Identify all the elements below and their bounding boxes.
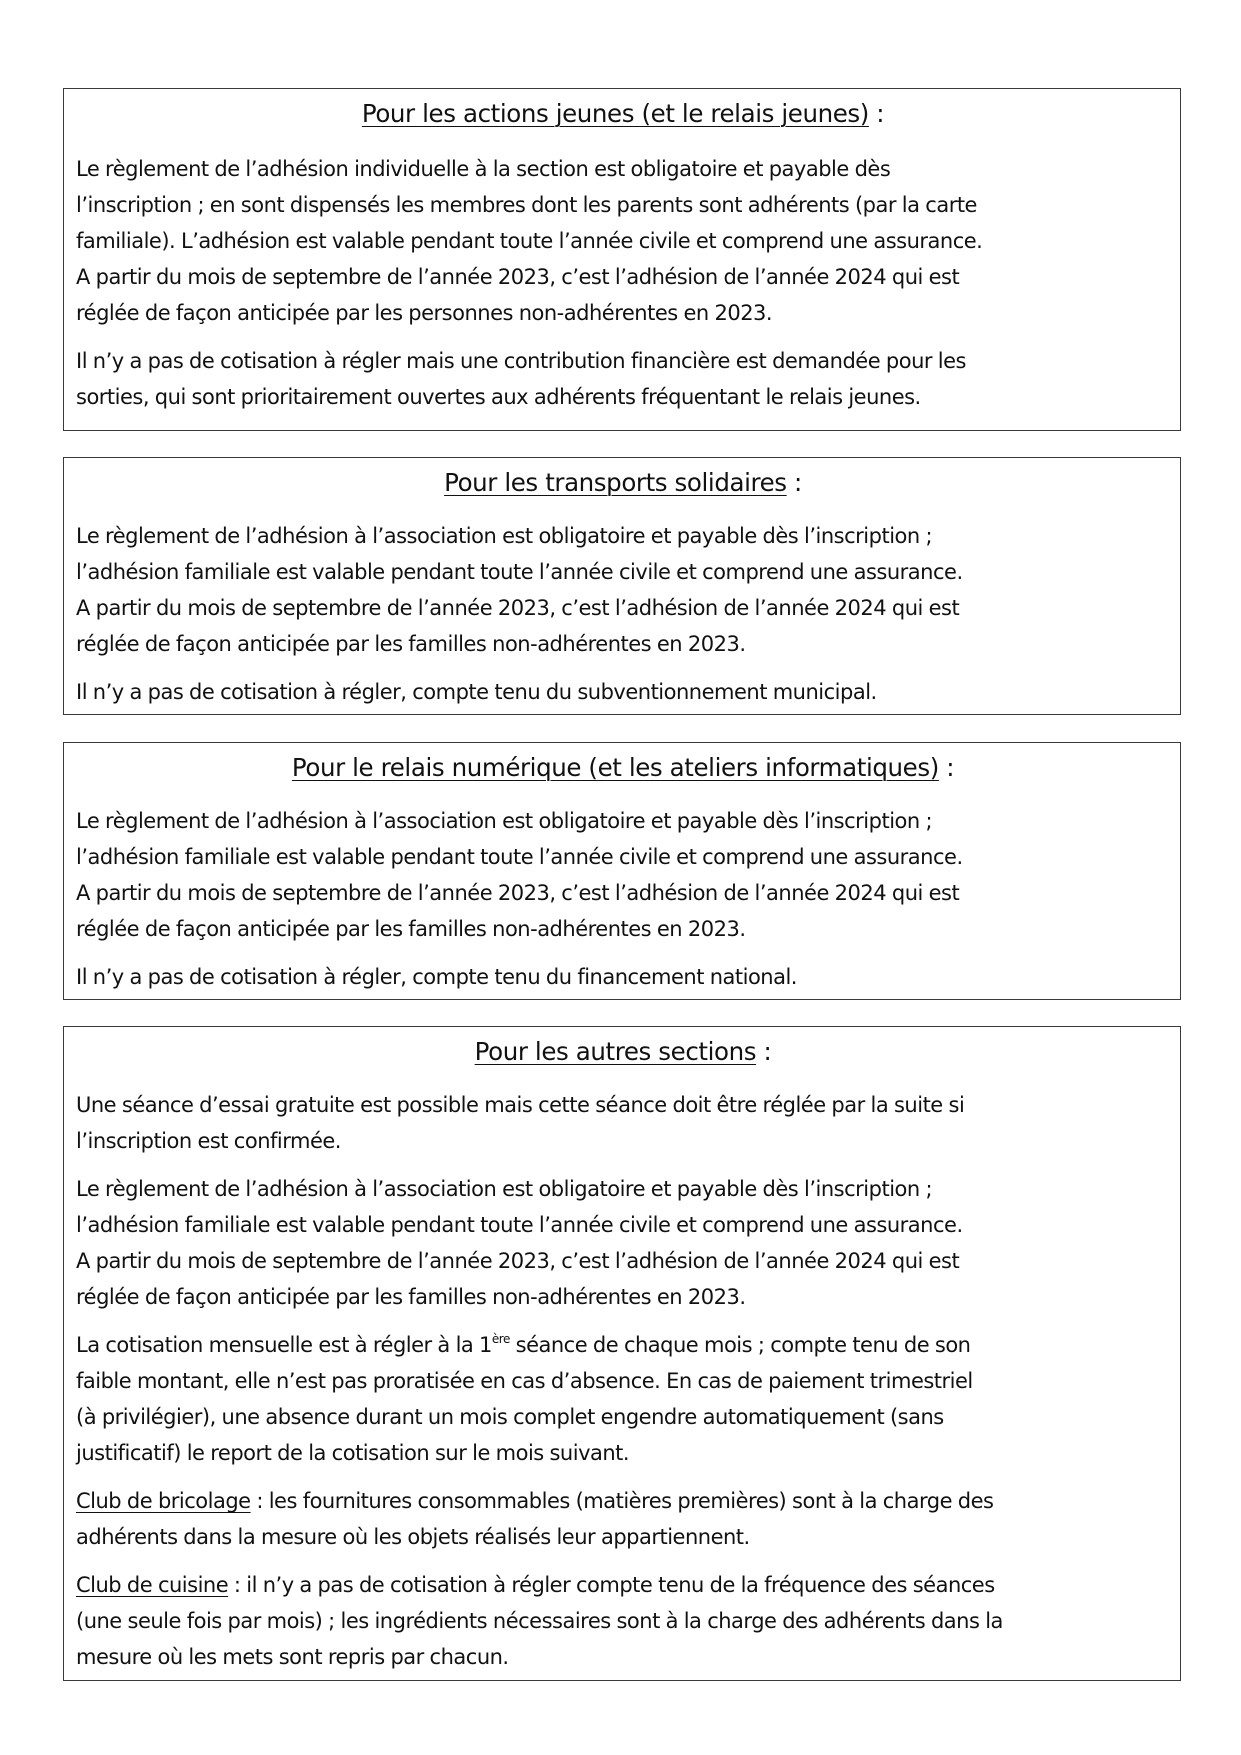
text-line: A partir du mois de septembre de l’année 2023, c’est l’adhésion de l’année 2024 qui est (76, 1249, 960, 1273)
text-line: (à privilégier), une absence durant un mois complet engendre automatiquement (sans (76, 1405, 944, 1429)
text-line: sorties, qui sont prioritairement ouvertes aux adhérents fréquentant le relais jeunes. (76, 385, 921, 409)
section-transports-solidaires (63, 457, 1181, 715)
section-title-suffix: : (756, 1037, 772, 1066)
paragraph-cotisation-mensuelle (76, 1327, 1170, 1471)
text-line: réglée de façon anticipée par les familles non-adhérentes en 2023. (76, 632, 746, 656)
club-label: Club de bricolage (76, 1489, 251, 1513)
text-line: A partir du mois de septembre de l’année 2023, c’est l’adhésion de l’année 2024 qui est (76, 596, 960, 620)
section-title (76, 1037, 1170, 1067)
section-title (76, 99, 1170, 129)
paragraph-cotisation (76, 959, 1170, 995)
text-line: Le règlement de l’adhésion à l’association est obligatoire et payable dès l’inscription ; (76, 524, 933, 548)
text-line: mesure où les mets sont repris par chacun. (76, 1645, 509, 1669)
text-line: justificatif) le report de la cotisation sur le mois suivant. (76, 1441, 630, 1465)
text-line: séance de chaque mois ; compte tenu de son (509, 1333, 971, 1357)
paragraph-seance-essai (76, 1087, 1170, 1159)
section-title-text: Pour le relais numérique (et les ateliers informatiques) (291, 753, 939, 782)
paragraph-adhesion (76, 1171, 1170, 1315)
superscript-ordinal: ère (491, 1332, 510, 1346)
text-line: l’inscription est confirmée. (76, 1129, 341, 1153)
text-line: adhérents dans la mesure où les objets réalisés leur appartiennent. (76, 1525, 750, 1549)
paragraph-adhesion (76, 518, 1170, 662)
paragraph-cotisation (76, 343, 1170, 415)
text-line: faible montant, elle n’est pas proratisée en cas d’absence. En cas de paiement trimestriel (76, 1369, 973, 1393)
section-autres-sections (63, 1026, 1181, 1681)
text-line: réglée de façon anticipée par les familles non-adhérentes en 2023. (76, 1285, 746, 1309)
section-title-suffix: : (868, 99, 885, 128)
text-line: réglée de façon anticipée par les personnes non-adhérentes en 2023. (76, 301, 773, 325)
section-actions-jeunes (63, 88, 1181, 431)
paragraph-club-bricolage (76, 1483, 1170, 1555)
text-line: Il n’y a pas de cotisation à régler, compte tenu du subventionnement municipal. (76, 680, 877, 704)
paragraph-adhesion (76, 151, 1170, 331)
section-title-suffix: : (786, 468, 802, 497)
section-title-text: Pour les actions jeunes (et le relais jeunes) (361, 99, 869, 128)
paragraph-cotisation (76, 674, 1170, 710)
text-line: Le règlement de l’adhésion individuelle à la section est obligatoire et payable dès (76, 157, 891, 181)
text-line: familiale). L’adhésion est valable pendant toute l’année civile et comprend une assurance. (76, 229, 983, 253)
club-label: Club de cuisine (76, 1573, 229, 1597)
text-line: : il n’y a pas de cotisation à régler compte tenu de la fréquence des séances (228, 1573, 995, 1597)
text-line: réglée de façon anticipée par les familles non-adhérentes en 2023. (76, 917, 746, 941)
text-line: : les fournitures consommables (matières premières) sont à la charge des (250, 1489, 994, 1513)
text-line: l’adhésion familiale est valable pendant toute l’année civile et comprend une assurance. (76, 845, 963, 869)
text-line: La cotisation mensuelle est à régler à la 1 (76, 1333, 492, 1357)
text-line: l’inscription ; en sont dispensés les membres dont les parents sont adhérents (par la carte (76, 193, 977, 217)
paragraph-club-cuisine (76, 1567, 1170, 1675)
text-line: A partir du mois de septembre de l’année 2023, c’est l’adhésion de l’année 2024 qui est (76, 265, 960, 289)
section-title-suffix: : (938, 753, 955, 782)
text-line: A partir du mois de septembre de l’année 2023, c’est l’adhésion de l’année 2024 qui est (76, 881, 960, 905)
text-line: Une séance d’essai gratuite est possible mais cette séance doit être réglée par la suite si (76, 1093, 965, 1117)
section-title (76, 753, 1170, 783)
text-line: l’adhésion familiale est valable pendant toute l’année civile et comprend une assurance. (76, 560, 963, 584)
section-title (76, 468, 1170, 498)
text-line: (une seule fois par mois) ; les ingrédients nécessaires sont à la charge des adhérents dans la (76, 1609, 1003, 1633)
section-title-text: Pour les autres sections (474, 1037, 757, 1066)
text-line: Il n’y a pas de cotisation à régler, compte tenu du financement national. (76, 965, 797, 989)
text-line: Il n’y a pas de cotisation à régler mais une contribution financière est demandée pour les (76, 349, 966, 373)
paragraph-adhesion (76, 803, 1170, 947)
text-line: Le règlement de l’adhésion à l’association est obligatoire et payable dès l’inscription ; (76, 1177, 933, 1201)
section-relais-numerique (63, 742, 1181, 1000)
section-title-text: Pour les transports solidaires (444, 468, 787, 497)
text-line: Le règlement de l’adhésion à l’association est obligatoire et payable dès l’inscription ; (76, 809, 933, 833)
text-line: l’adhésion familiale est valable pendant toute l’année civile et comprend une assurance. (76, 1213, 963, 1237)
